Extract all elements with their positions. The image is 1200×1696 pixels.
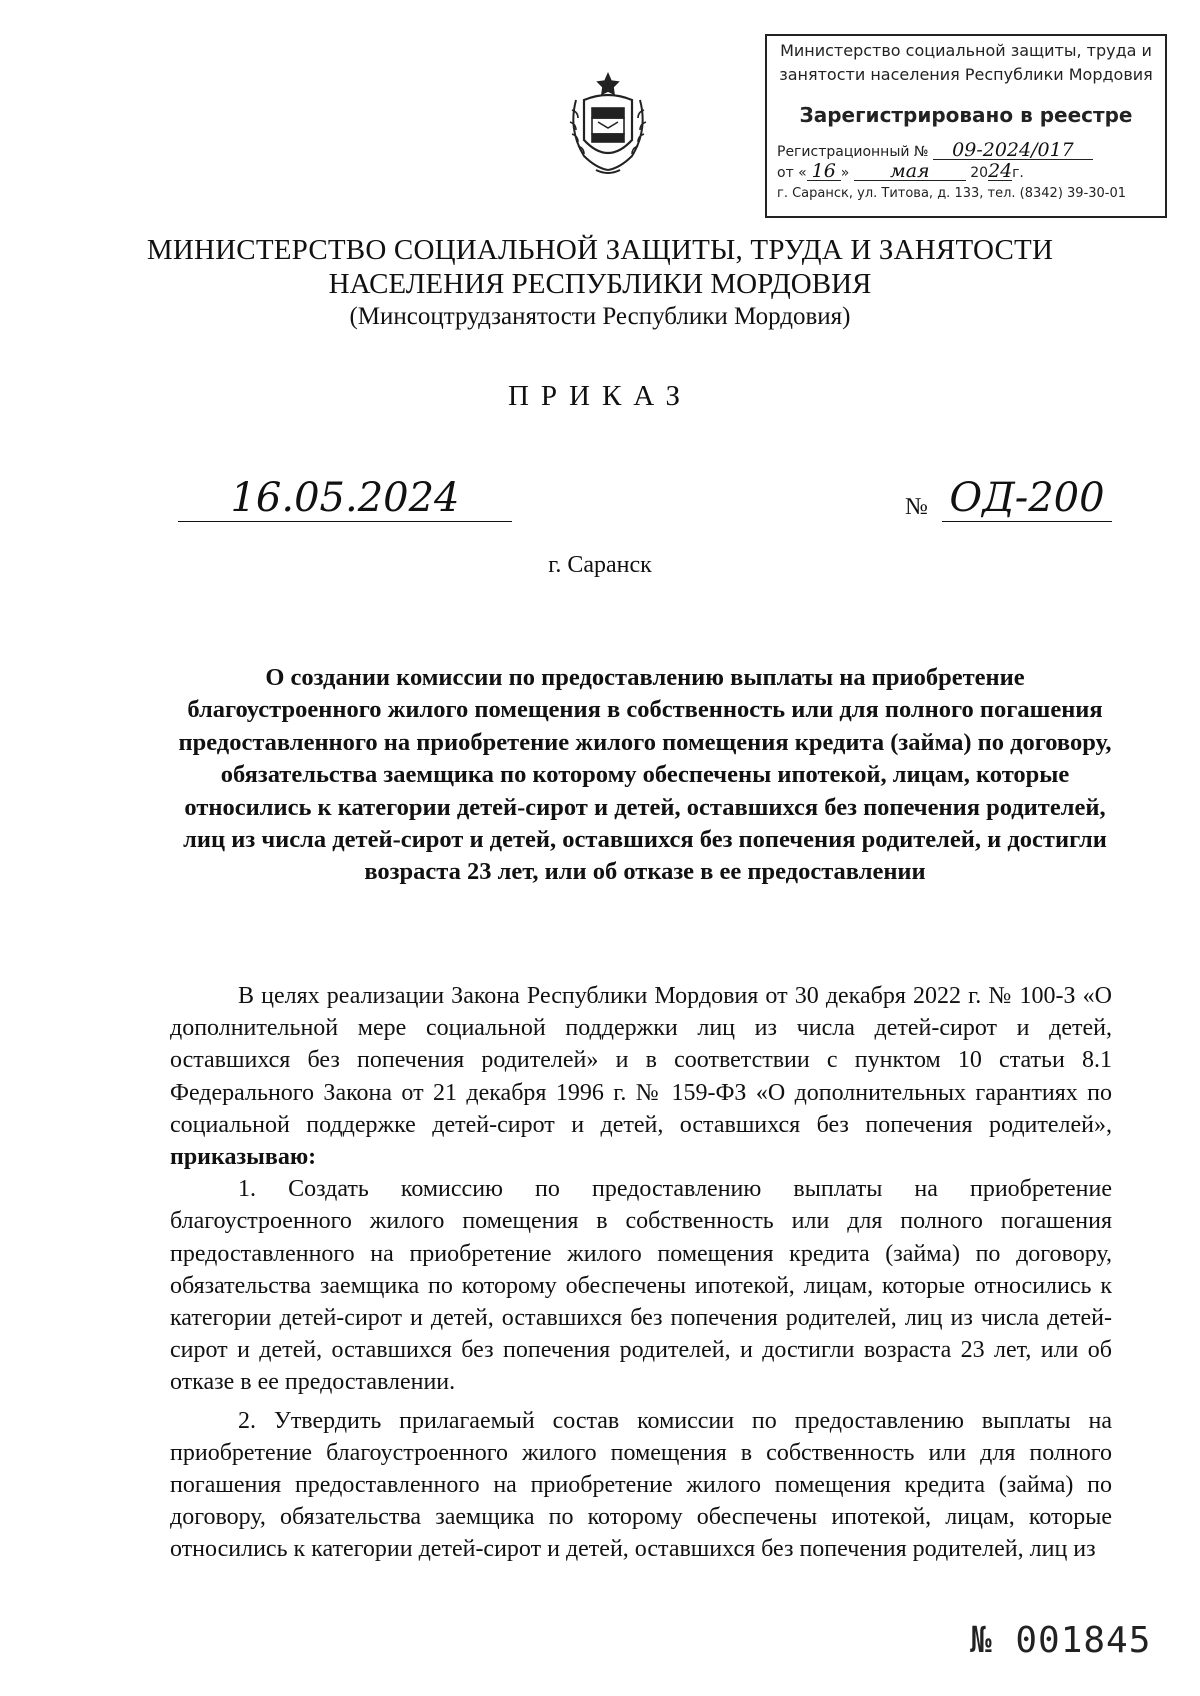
- stamp-reg-number-row: [767, 141, 1165, 162]
- intro-bold-text: приказываю:: [170, 1144, 317, 1171]
- stamp-year-suffix: 24: [988, 160, 1013, 182]
- stamp-ministry-line-1: Министерство социальной защиты, труда и: [780, 41, 1152, 60]
- body-paragraph-item-2: 2. Утвердить прилагаемый состав комиссии по предоставлению выплаты на приобретение благоустроенного жилого помещения в собственность или для полного погашения предоставленного на приобретение жилого помещения кредита (займа) по договору, обязательства заемщика по которому обеспечены ипотекой, лицам, которые относились к категории детей-сирот и детей, оставшихся без попечения родителей, лиц из: [170, 1407, 1112, 1563]
- stamp-date-mid: »: [840, 165, 850, 181]
- order-number-label: №: [905, 494, 928, 520]
- order-title: О создании комиссии по предоставлению выплаты на приобретение благоустроенного жилого помещения в собственность или для полного погашения предоставленного на приобретение жилого помещения кредита (займа) по договору, обязательства заемщика по которому обеспечены ипотекой, лицам, которые относились к категории детей-сирот и детей, оставшихся без попечения родителей, лиц из числа детей-сирот и детей, оставшихся без попечения родителей, и достигли возраста 23 лет, или об отказе в ее предоставлении: [178, 664, 1112, 886]
- order-date: 16.05.2024: [178, 475, 512, 522]
- order-number: ОД-200: [942, 475, 1112, 522]
- order-body: [170, 980, 1112, 1566]
- ministry-name-line-1: МИНИСТЕРСТВО СОЦИАЛЬНОЙ ЗАЩИТЫ, ТРУДА И ЗАНЯТОСТИ: [146, 234, 1054, 266]
- stamp-day: 16: [807, 162, 841, 181]
- stamp-date-prefix: от «: [777, 165, 807, 181]
- body-paragraph-intro: [170, 980, 1112, 1173]
- order-city: г. Саранск: [548, 552, 652, 578]
- serial-number: № 001845: [970, 1620, 1152, 1661]
- stamp-year-prefix: 20: [970, 165, 989, 181]
- stamp-reg-number: 09-2024/017: [933, 141, 1093, 160]
- body-paragraph-item-1: 1. Создать комиссию по предоставлению выплаты на приобретение благоустроенного жилого помещения в собственность или для полного погашения предоставленного на приобретение жилого помещения кредита (займа) по договору, обязательства заемщика по которому обеспечены ипотекой, лицам, которые относились к категории детей-сирот и детей, оставшихся без попечения родителей, лиц из числа детей-сирот и детей, оставшихся без попечения родителей, и достигли возраста 23 лет, или об отказе в ее предоставлении.: [170, 1176, 1112, 1396]
- stamp-address: г. Саранск, ул. Титова, д. 133, тел. (8342) 39-30-01: [777, 186, 1127, 201]
- stamp-year-end: г.: [1012, 165, 1024, 181]
- stamp-registered-title: Зарегистрировано в реестре: [799, 103, 1133, 127]
- coat-of-arms-emblem-icon: [562, 70, 654, 178]
- stamp-date-row: [767, 162, 1165, 183]
- stamp-month: мая: [854, 162, 966, 181]
- registration-stamp: [765, 34, 1167, 218]
- ministry-name-line-2: НАСЕЛЕНИЯ РЕСПУБЛИКИ МОРДОВИЯ: [328, 268, 872, 300]
- ministry-short-name: (Минсоцтрудзанятости Республики Мордовия): [349, 303, 851, 330]
- document-type: ПРИКАЗ: [507, 380, 693, 412]
- stamp-ministry-line-2: занятости населения Республики Мордовия: [779, 65, 1153, 84]
- stamp-reg-label: Регистрационный №: [777, 144, 929, 160]
- intro-text: В целях реализации Закона Республики Мордовия от 30 декабря 2022 г. № 100-З «О дополнительной мере социальной поддержки лиц из числа детей-сирот и детей, оставшихся без попечения родителей» и в соответствии с пунктом 10 статьи 8.1 Федерального Закона от 21 декабря 1996 г. № 159-ФЗ «О дополнительных гарантиях по социальной поддержке детей-сирот и детей, оставшихся без попечения родителей»,: [170, 983, 1112, 1138]
